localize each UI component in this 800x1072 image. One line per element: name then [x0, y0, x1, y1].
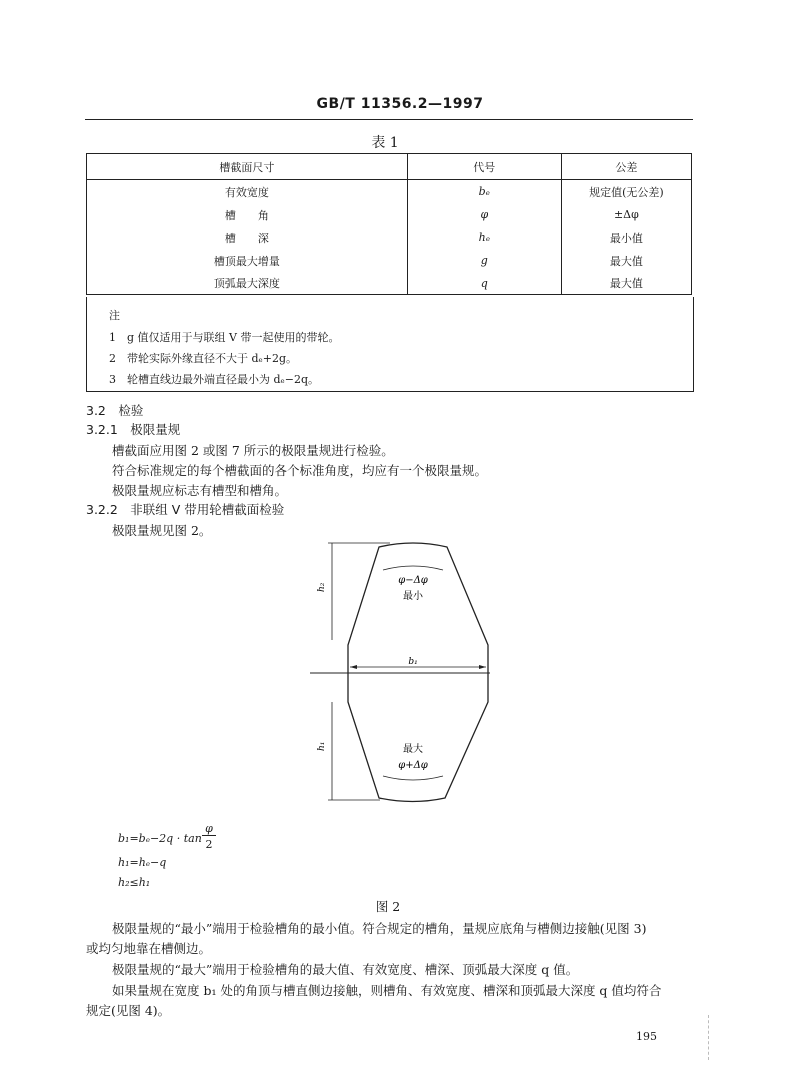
note-item: 2 带轮实际外缘直径不大于 dₑ+2g。: [109, 352, 298, 365]
row-tolerance: 最小值: [561, 226, 691, 249]
row-name: 顶弧最大深度: [213, 277, 280, 290]
section-3-2-2-title: 3.2.2 非联组 V 带用轮槽截面检验: [86, 502, 285, 517]
standard-header: GB/T 11356.2—1997: [316, 96, 484, 112]
row-name: 槽 角: [224, 208, 269, 222]
paragraph: 规定(见图 4)。: [86, 1003, 171, 1018]
page-number: 195: [636, 1030, 657, 1043]
row-tolerance: ±Δφ: [561, 203, 691, 226]
row-name: 槽 深: [224, 231, 269, 245]
label-angle-min: φ−Δφ: [398, 575, 428, 586]
notes-title: 注: [109, 309, 120, 322]
row-tolerance: 最大值: [561, 249, 691, 272]
row-symbol: g: [407, 249, 561, 272]
arrow-left: [350, 665, 357, 669]
formula-b1: [118, 832, 202, 845]
section-3-2-title: 3.2 检验: [86, 403, 144, 418]
angle-arc-bottom: [383, 776, 443, 780]
paragraph: 槽截面应用图 2 或图 7 所示的极限量规进行检验。: [112, 443, 394, 458]
row-symbol: bₑ: [407, 180, 561, 204]
label-angle-max: φ+Δφ: [398, 760, 428, 771]
formula-fraction-num: [202, 822, 216, 836]
tolerance-table: [86, 153, 692, 295]
label-min: 最小: [403, 591, 423, 602]
formula-b1-lhs: b₁=bₑ−2q · tan: [118, 832, 202, 845]
table-row: [87, 203, 692, 226]
label-h1: h₁: [317, 741, 327, 751]
paragraph: 符合标准规定的每个槽截面的各个标准角度，均应有一个极限量规。: [112, 463, 488, 478]
figure-caption: 图 2: [375, 899, 401, 914]
paragraph: 极限量规的“最大”端用于检验槽角的最大值、有效宽度、槽深、顶弧最大深度 q 值。: [112, 962, 579, 977]
header-rule: [85, 119, 693, 120]
row-name: 槽顶最大增量: [213, 254, 280, 268]
paragraph: 极限量规的“最小”端用于检验槽角的最小值。符合规定的槽角，量规应底角与槽侧边接触(见图 3): [112, 921, 647, 936]
paragraph: 极限量规见图 2。: [112, 523, 212, 538]
binding-edge-mark: [708, 1015, 709, 1060]
row-symbol: q: [407, 272, 561, 295]
paragraph: 极限量规应标志有槽型和槽角。: [112, 483, 288, 498]
note-item: 1 g 值仅适用于与联组 V 带一起使用的带轮。: [109, 331, 340, 344]
table-row: [87, 249, 692, 272]
arrow-right: [479, 665, 486, 669]
formula-fraction-den: 2: [205, 838, 213, 851]
formula-h1: h₁=hₑ−q: [118, 856, 167, 869]
table-caption: 表 1: [371, 135, 399, 151]
row-name: 有效宽度: [224, 185, 269, 199]
table-row: [87, 226, 692, 249]
label-h2: h₂: [317, 582, 327, 592]
table-row: [87, 272, 692, 295]
table-header-row: [87, 154, 692, 180]
label-max: 最大: [403, 744, 423, 755]
note-item: 3 轮槽直线边最外端直径最小为 dₑ−2q。: [109, 373, 320, 386]
row-tolerance: 最大值: [561, 272, 691, 295]
row-symbol: φ: [407, 203, 561, 226]
col-header-tolerance: 公差: [561, 154, 691, 180]
row-symbol: hₑ: [407, 226, 561, 249]
angle-arc-top: [383, 566, 443, 570]
paragraph: 或均匀地靠在槽侧边。: [86, 941, 212, 956]
limit-gauge-figure: [310, 530, 490, 815]
formula-num: φ: [205, 822, 213, 835]
table-notes: [86, 297, 694, 392]
col-header-dimension: 槽截面尺寸: [87, 154, 408, 180]
label-b1: b₁: [408, 657, 418, 667]
paragraph: 如果量规在宽度 b₁ 处的角顶与槽直侧边接触，则槽角、有效宽度、槽深和顶弧最大深度 q 值均符合: [112, 983, 662, 998]
section-3-2-1-title: 3.2.1 极限量规: [86, 422, 181, 437]
formula-h2: h₂≤h₁: [118, 876, 151, 889]
table-row: [87, 180, 692, 204]
row-tolerance: 规定值(无公差): [561, 180, 691, 204]
col-header-symbol: 代号: [407, 154, 561, 180]
